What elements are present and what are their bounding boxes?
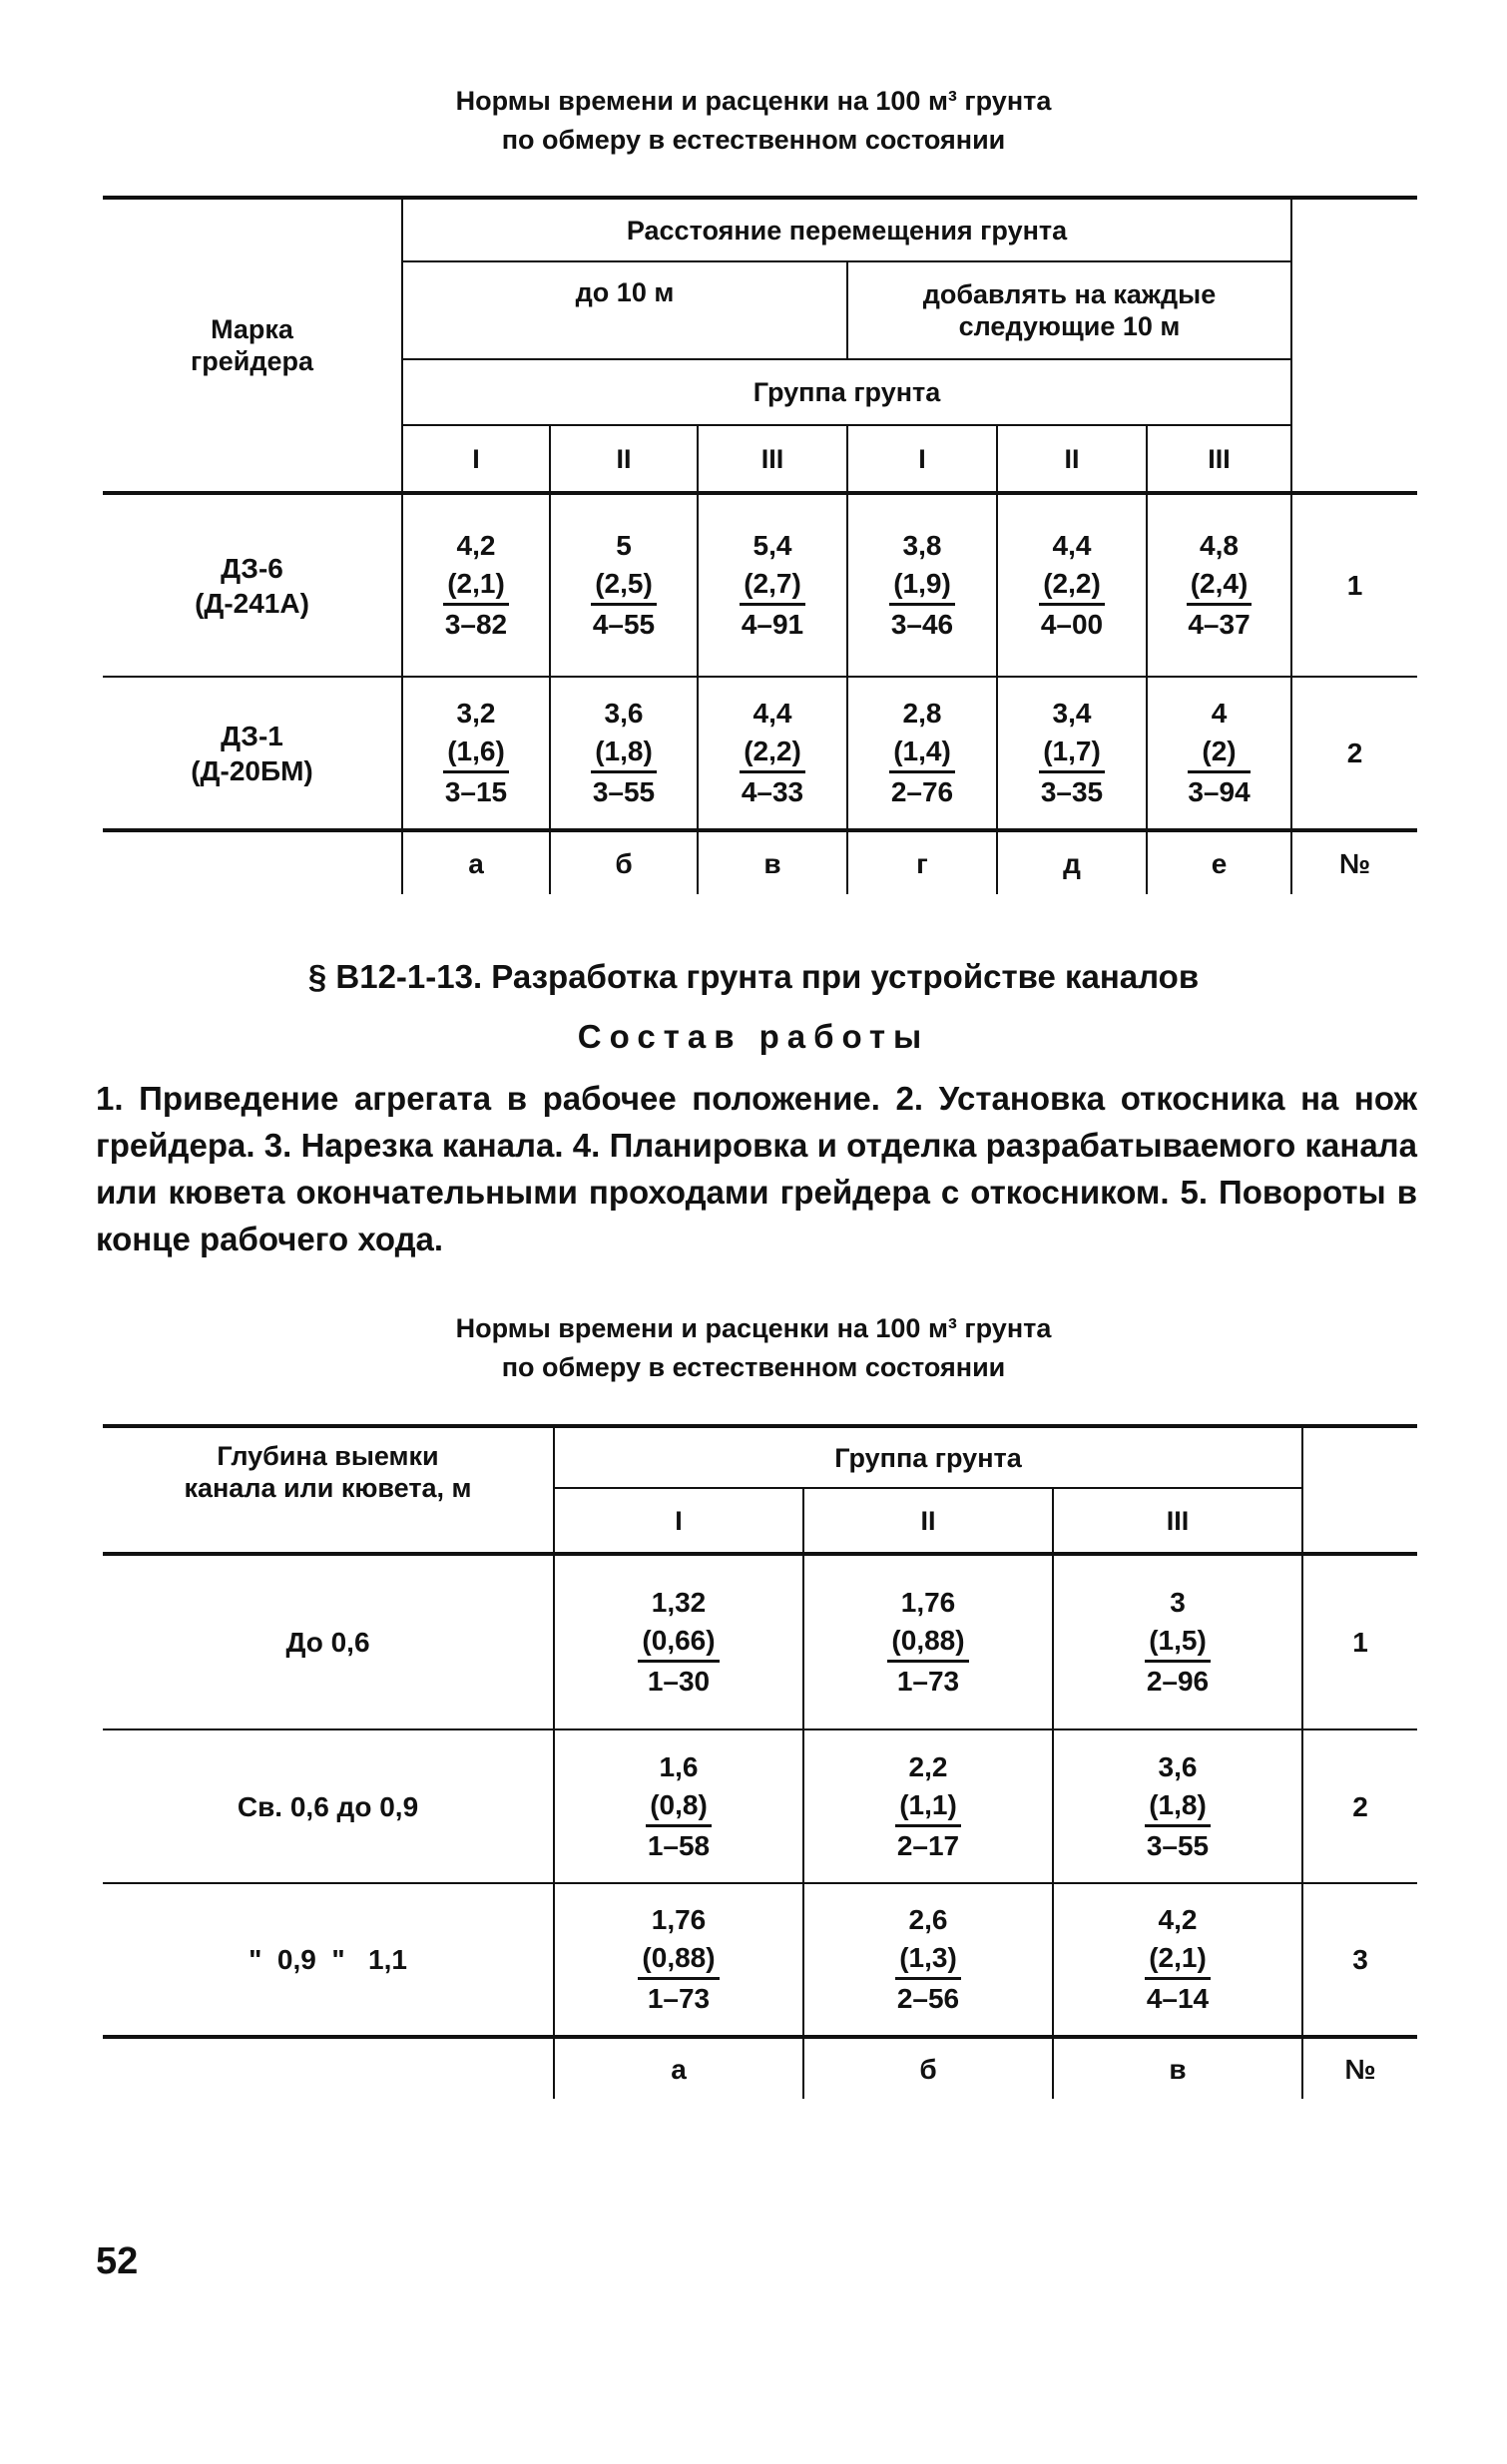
column-letter: д — [997, 830, 1147, 894]
machinist-norm: (2,5) — [591, 565, 657, 606]
rate: 1–73 — [896, 1666, 960, 1697]
num-label: № — [1302, 2037, 1417, 2099]
brand-model: (Д-241А) — [195, 587, 309, 619]
norm-cell — [1147, 677, 1291, 830]
norm-cell — [698, 677, 847, 830]
column-letter: а — [554, 2037, 803, 2099]
norm-cell — [847, 493, 997, 677]
time-norm: 4,8 — [1200, 530, 1239, 561]
norm-cell — [554, 1554, 803, 1729]
group-header: III — [698, 425, 847, 493]
machinist-norm: (2,2) — [740, 733, 805, 773]
group-header: II — [997, 425, 1147, 493]
machinist-norm: (1,3) — [895, 1939, 961, 1980]
group-header: I — [402, 425, 550, 493]
page-number: 52 — [96, 2240, 139, 2282]
section-title: § В12-1-13. Разработка грунта при устройстве каналов — [307, 958, 1200, 995]
table1-caption-line1: Нормы времени и расценки на 100 м³ грунта — [455, 86, 1052, 116]
norm-cell — [402, 493, 550, 677]
norm-cell — [554, 1729, 803, 1883]
machinist-norm: (2,4) — [1187, 565, 1253, 606]
time-norm: 4 — [1211, 698, 1228, 729]
norm-cell — [1053, 1729, 1302, 1883]
machinist-norm: (2,1) — [443, 565, 509, 606]
norm-cell — [997, 493, 1147, 677]
rate: 1–73 — [647, 1983, 711, 2014]
add-each-header: добавлять на каждые следующие 10 м — [847, 261, 1291, 359]
time-norm: 2,2 — [908, 1750, 948, 1782]
machinist-norm: (2,2) — [1039, 565, 1105, 606]
work-composition-text: 1. Приведение агрегата в рабочее положение. 2. Установка откосника на нож грейдера. 3. Нарезка канала. 4. Планировка и отделка разрабатываемого канала или кювета окончательными проходами грейдера с откосником. 5. Повороты в конце рабочего хода. — [96, 1080, 1417, 1257]
norm-cell — [997, 677, 1147, 830]
row-number: 1 — [1302, 1554, 1417, 1729]
machinist-norm: (1,4) — [889, 733, 955, 773]
time-norm: 3,6 — [1158, 1750, 1198, 1782]
time-norm: 1,32 — [651, 1587, 707, 1618]
depth-cell: " 0,9 " 1,1 — [103, 1883, 554, 2037]
machinist-norm: (0,88) — [638, 1939, 719, 1980]
time-norm: 2,8 — [902, 698, 942, 729]
column-letter: б — [550, 830, 698, 894]
composition-heading: Состав работы — [577, 1018, 930, 1055]
rate: 2–56 — [896, 1983, 960, 2014]
group-header: II — [803, 1488, 1053, 1554]
norm-cell — [847, 677, 997, 830]
machinist-norm: (1,8) — [1145, 1786, 1211, 1827]
group-header: II — [550, 425, 698, 493]
rate: 4–33 — [741, 776, 804, 807]
time-norm: 4,4 — [1052, 530, 1092, 561]
machinist-norm: (2,7) — [740, 565, 805, 606]
brand-model: (Д-20БМ) — [191, 754, 313, 786]
brand-name: ДЗ-1 — [221, 720, 283, 751]
rate: 3–55 — [1146, 1829, 1210, 1861]
brand-cell — [103, 677, 402, 830]
time-norm: 3,4 — [1052, 698, 1092, 729]
machinist-norm: (1,7) — [1039, 733, 1105, 773]
table2-caption — [0, 1309, 1507, 1387]
distance-header: Расстояние перемещения грунта — [402, 198, 1291, 261]
rate: 1–58 — [647, 1829, 711, 1861]
norm-cell — [550, 493, 698, 677]
rate: 4–37 — [1188, 609, 1251, 640]
machinist-norm: (1,9) — [889, 565, 955, 606]
row-number: 2 — [1291, 677, 1417, 830]
rate: 1–30 — [647, 1666, 711, 1697]
time-norm: 5 — [616, 530, 632, 561]
norm-cell — [1147, 493, 1291, 677]
rate: 4–00 — [1040, 609, 1104, 640]
time-norm: 3,2 — [456, 698, 496, 729]
table2-caption-line1: Нормы времени и расценки на 100 м³ грунта — [455, 1313, 1052, 1343]
group-header: I — [847, 425, 997, 493]
soil-group-header: Группа грунта — [554, 1426, 1302, 1488]
num-label: № — [1291, 830, 1417, 894]
time-norm: 1,76 — [651, 1904, 707, 1935]
time-norm: 3 — [1170, 1587, 1186, 1618]
table-row — [103, 1729, 1417, 1883]
time-norm: 3,8 — [902, 530, 942, 561]
letters-blank — [103, 2037, 554, 2099]
depth-cell: Св. 0,6 до 0,9 — [103, 1729, 554, 1883]
num-header-cell — [1302, 1426, 1417, 1554]
machinist-norm: (0,88) — [887, 1622, 968, 1663]
column-letter: в — [698, 830, 847, 894]
column-letter: е — [1147, 830, 1291, 894]
table1-caption — [0, 82, 1507, 160]
time-norm: 2,6 — [908, 1904, 948, 1935]
norm-cell — [698, 493, 847, 677]
time-norm: 4,4 — [753, 698, 792, 729]
norm-cell — [1053, 1554, 1302, 1729]
machinist-norm: (0,8) — [646, 1786, 712, 1827]
time-norm: 3,6 — [604, 698, 644, 729]
soil-group-header: Группа грунта — [402, 359, 1291, 425]
rate: 4–55 — [592, 609, 656, 640]
machinist-norm: (1,1) — [895, 1786, 961, 1827]
row-number: 2 — [1302, 1729, 1417, 1883]
group-header: I — [554, 1488, 803, 1554]
table1-caption-line2: по обмеру в естественном состоянии — [501, 125, 1006, 155]
letters-blank — [103, 830, 402, 894]
rate: 3–46 — [890, 609, 954, 640]
num-header-cell — [1291, 198, 1417, 493]
rate: 2–17 — [896, 1829, 960, 1861]
table-row — [103, 1883, 1417, 2037]
norm-cell — [554, 1883, 803, 2037]
brand-header: Марка грейдера — [103, 198, 402, 493]
machinist-norm: (0,66) — [638, 1622, 719, 1663]
time-norm: 4,2 — [456, 530, 496, 561]
norm-cell — [803, 1883, 1053, 2037]
group-header: III — [1147, 425, 1291, 493]
machinist-norm: (1,6) — [443, 733, 509, 773]
machinist-norm: (1,5) — [1145, 1622, 1211, 1663]
time-norm: 5,4 — [753, 530, 792, 561]
norm-cell — [550, 677, 698, 830]
machinist-norm: (2) — [1188, 733, 1250, 773]
column-letter: г — [847, 830, 997, 894]
time-norm: 1,76 — [900, 1587, 956, 1618]
norms-table-1 — [103, 196, 1417, 894]
norms-table-2 — [103, 1424, 1417, 2099]
norm-cell — [803, 1554, 1053, 1729]
norm-cell — [803, 1729, 1053, 1883]
rate: 3–82 — [444, 609, 508, 640]
norm-cell — [402, 677, 550, 830]
brand-name: ДЗ-6 — [221, 552, 283, 584]
table-row — [103, 1554, 1417, 1729]
time-norm: 1,6 — [659, 1750, 699, 1782]
table2-caption-line2: по обмеру в естественном состоянии — [501, 1352, 1006, 1382]
column-letter: а — [402, 830, 550, 894]
brand-cell — [103, 493, 402, 677]
column-letter: б — [803, 2037, 1053, 2099]
machinist-norm: (1,8) — [591, 733, 657, 773]
rate: 4–91 — [741, 609, 804, 640]
depth-header: Глубина выемки канала или кювета, м — [103, 1426, 554, 1554]
column-letter: в — [1053, 2037, 1302, 2099]
rate: 3–35 — [1040, 776, 1104, 807]
row-number: 1 — [1291, 493, 1417, 677]
group-header: III — [1053, 1488, 1302, 1554]
rate: 4–14 — [1146, 1983, 1210, 2014]
rate: 3–94 — [1188, 776, 1251, 807]
up-to-10-header: до 10 м — [402, 261, 847, 359]
norm-cell — [1053, 1883, 1302, 2037]
machinist-norm: (2,1) — [1145, 1939, 1211, 1980]
row-number: 3 — [1302, 1883, 1417, 2037]
table-row — [103, 677, 1417, 830]
depth-cell: До 0,6 — [103, 1554, 554, 1729]
rate: 2–96 — [1146, 1666, 1210, 1697]
rate: 3–55 — [592, 776, 656, 807]
time-norm: 4,2 — [1158, 1904, 1198, 1935]
table-row — [103, 493, 1417, 677]
rate: 3–15 — [444, 776, 508, 807]
rate: 2–76 — [890, 776, 954, 807]
